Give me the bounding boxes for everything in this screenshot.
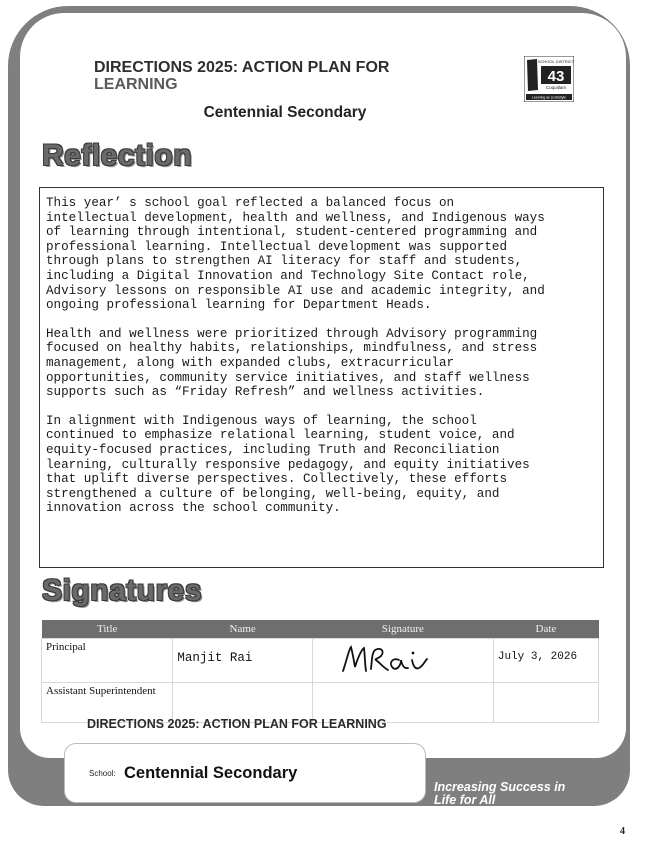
reflection-paragraph-3: In alignment with Indigenous ways of learning, the school continued to emphasize relational learning, student voice, and equity-focused practices, including Truth and Reconciliation learning, culturally responsive pedagogy, and equity initiatives that uplift diverse perspectives. Collectively, these efforts strengthened a culture of belonging, well-being, equity, and innovation across the school community. xyxy=(46,413,530,516)
signatures-table xyxy=(41,620,599,723)
tagline-line1: Increasing Success in xyxy=(434,780,566,794)
footer-plan-title: DIRECTIONS 2025: ACTION PLAN FOR LEARNING xyxy=(87,717,387,731)
principal-date-cell: July 3, 2026 xyxy=(493,639,598,683)
reflection-paragraph-2: Health and wellness were prioritized through Advisory programming focused on healthy habits, relationships, mindfulness, and stress management, along with expanded clubs, extracurricular opportunities, community service initiatives, and staff wellness supports such as “Friday Refresh” and wellness activities. xyxy=(46,326,538,400)
plan-title-line1: DIRECTIONS 2025: ACTION PLAN FOR xyxy=(94,59,390,76)
logo-top-text: SCHOOL DISTRICT xyxy=(537,59,574,64)
table-row xyxy=(42,639,599,683)
district-logo xyxy=(524,56,574,102)
column-header-title: Title xyxy=(42,620,173,639)
reflection-text-box xyxy=(39,187,604,568)
tagline-line2: Life for All xyxy=(434,793,496,807)
column-header-name: Name xyxy=(173,620,313,639)
principal-signature-cell xyxy=(312,639,493,683)
footer-school-box xyxy=(64,743,426,803)
logo-region: Coquitlam xyxy=(545,85,567,90)
reflection-paragraph-1: This year’ s school goal reflected a balanced focus on intellectual development, health and wellness, and Indigenous ways of learning through intentional, student-centered programming and professional learning. Intellectual development was supported through plans to strengthen AI literacy for staff and students, including a Digital Innovation and Technology Site Contact role, Advisory lessons on responsible AI use and academic integrity, and ongoing professional learning for Department Heads. xyxy=(46,196,545,313)
plan-title-line2: LEARNING xyxy=(94,76,178,93)
handwritten-signature xyxy=(313,639,491,679)
column-header-signature: Signature xyxy=(312,620,493,639)
logo-motto: Learning as a Lifestyle xyxy=(532,95,566,100)
footer-school-name: Centennial Secondary xyxy=(124,764,298,782)
signatures-header-row xyxy=(42,620,599,639)
assistant-superintendent-title-cell: Assistant Superintendent xyxy=(42,683,173,723)
logo-number: 43 xyxy=(547,68,565,85)
signatures-heading: Signatures xyxy=(42,574,203,607)
footer-tagline xyxy=(434,781,565,807)
page-number: 4 xyxy=(620,826,625,837)
assistant-superintendent-date-cell xyxy=(493,683,598,723)
reflection-heading: Reflection xyxy=(42,139,193,172)
school-name-header: Centennial Secondary xyxy=(203,104,367,121)
plan-title xyxy=(94,59,389,93)
principal-title-cell: Principal xyxy=(42,639,173,683)
footer-school-label: School: xyxy=(89,769,116,778)
principal-name-cell: Manjit Rai xyxy=(173,639,313,683)
column-header-date: Date xyxy=(493,620,598,639)
